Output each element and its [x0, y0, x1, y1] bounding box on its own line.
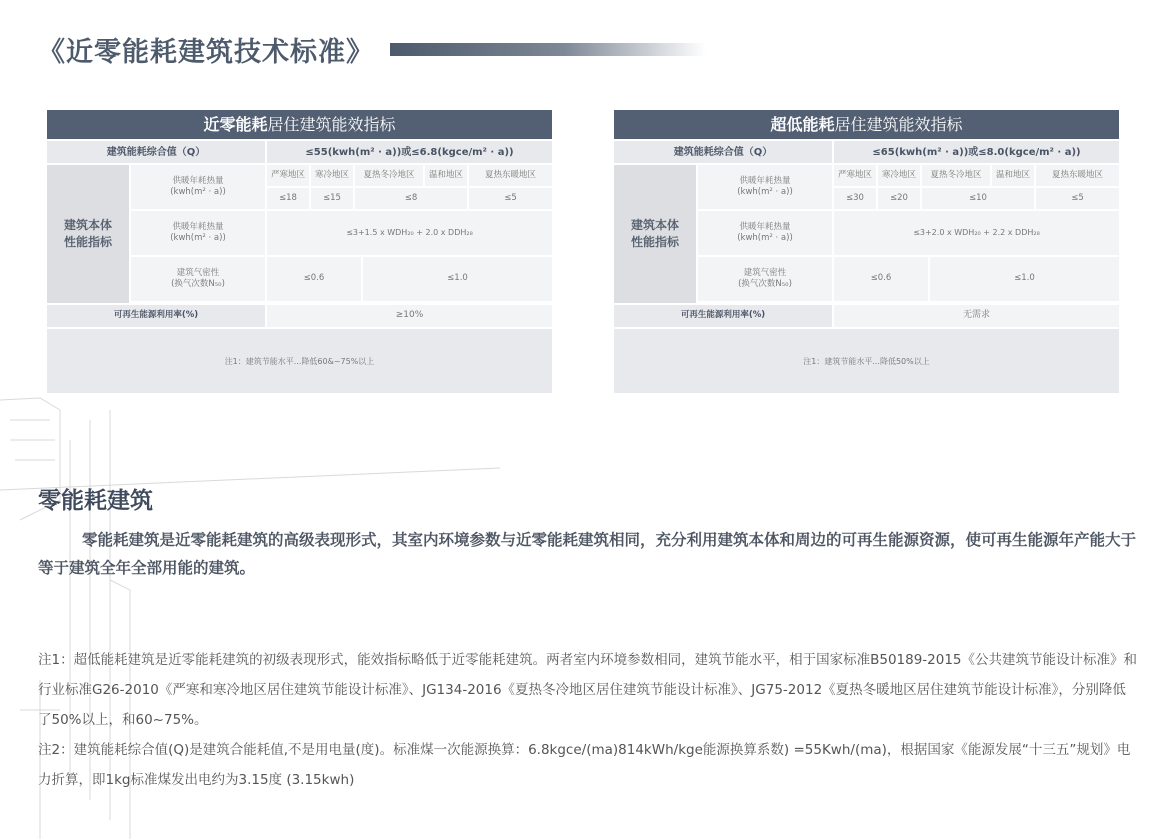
renewable-label: 可再生能源利用率(%): [614, 305, 832, 327]
ultra-low-energy-table: [614, 110, 1119, 393]
region-cell: 温和地区: [425, 165, 467, 186]
region-cell: 严寒地区: [267, 165, 309, 186]
heating-value: ≤10: [922, 188, 1034, 209]
heating-value: ≤30: [834, 188, 876, 209]
composite-value: ≤65(kwh(m² · a))或≤8.0(kgce/m² · a)): [834, 141, 1119, 163]
heating-value: ≤15: [311, 188, 353, 209]
table-title-rest: 居住建筑能效指标: [267, 115, 396, 134]
cooling-label-text: 供暖年耗热量 (kwh(m² · a)): [170, 221, 226, 243]
heating-label: [131, 165, 265, 209]
composite-label: 建筑能耗综合值（Q）: [47, 141, 265, 163]
footnotes: [38, 645, 1138, 795]
heating-value: ≤8: [355, 188, 467, 209]
table-title-rest: 居住建筑能效指标: [834, 115, 963, 134]
note-1: 注1：超低能耗建筑是近零能耗建筑的初级表现形式，能效指标略低于近零能耗建筑。两者室内环境参数相同，建筑节能水平，相于国家标准B50189-2015《公共建筑节能设计标准》和行业标准G26-2010《严寒和寒冷地区居住建筑节能设计标准》、JG134-2016《夏热冬冷地区居住建筑节能设计标准》、JG75-2012《夏热冬暖地区居住建筑节能设计标准》，分别降低了50%以上，和60~75%。: [38, 652, 1138, 728]
region-cell: 寒冷地区: [878, 165, 920, 186]
table-header: [614, 110, 1119, 139]
region-cell: 寒冷地区: [311, 165, 353, 186]
page-title: 《近零能耗建筑技术标准》: [38, 37, 374, 68]
table-title-bold: 近零能耗: [203, 115, 268, 134]
composite-label: 建筑能耗综合值（Q）: [614, 141, 832, 163]
near-zero-energy-table: [47, 110, 552, 393]
region-cell: 夏热冬冷地区: [355, 165, 423, 186]
heating-label-text: 供暖年耗热量 (kwh(m² · a)): [170, 175, 226, 197]
side-label: [614, 165, 696, 303]
heating-value: ≤5: [469, 188, 552, 209]
heating-value: ≤20: [878, 188, 920, 209]
table-note: 注1：建筑节能水平...降低60&~75%以上: [47, 329, 552, 393]
heating-value: ≤5: [1036, 188, 1119, 209]
airtight-label-text: 建筑气密性 (换气次数N₅₀): [738, 267, 792, 289]
airtight-label: [131, 257, 265, 301]
table-title-bold: 超低能耗: [770, 115, 835, 134]
airtight-value: ≤0.6: [267, 257, 361, 301]
airtight-label-text: 建筑气密性 (换气次数N₅₀): [171, 267, 225, 289]
region-cell: 温和地区: [992, 165, 1034, 186]
airtight-value: ≤1.0: [363, 257, 552, 301]
zero-energy-description: 零能耗建筑是近零能耗建筑的高级表现形式，其室内环境参数与近零能耗建筑相同，充分利用建筑本体和周边的可再生能源资源，使可再生能源年产能大于等于建筑全年全部用能的建筑。: [38, 531, 1137, 577]
note-2: 注2：建筑能耗综合值(Q)是建筑合能耗值,不是用电量(度)。标准煤一次能源换算：6.8kgce/(ma)814kWh/kge能源换算系数) =55Kwh/(ma)，根据国家《能源发展“十三五”规划》电力折算，即1kg标准煤发出电约为3.15度 (3.15kwh): [38, 742, 1131, 788]
region-cell: 夏热东暖地区: [469, 165, 552, 186]
cooling-label: [131, 211, 265, 255]
renewable-value: ≥10%: [267, 305, 552, 327]
airtight-value: ≤1.0: [930, 257, 1119, 301]
cooling-formula: ≤3+2.0 x WDH₂₀ + 2.2 x DDH₂₈: [834, 211, 1119, 255]
side-label-text: 建筑本体 性能指标: [63, 218, 112, 249]
airtight-label: [698, 257, 832, 301]
title-row: [38, 30, 706, 69]
heating-label-text: 供暖年耗热量 (kwh(m² · a)): [737, 175, 793, 197]
renewable-label: 可再生能源利用率(%): [47, 305, 265, 327]
heating-label: [698, 165, 832, 209]
composite-value: ≤55(kwh(m² · a))或≤6.8(kgce/m² · a)): [267, 141, 552, 163]
renewable-value: 无需求: [834, 305, 1119, 327]
region-cell: 夏热东暖地区: [1036, 165, 1119, 186]
side-label-text: 建筑本体 性能指标: [630, 218, 679, 249]
title-decoration-bar: [390, 43, 706, 56]
cooling-label-text: 供暖年耗热量 (kwh(m² · a)): [737, 221, 793, 243]
zero-energy-title: 零能耗建筑: [38, 488, 153, 514]
region-cell: 夏热冬冷地区: [922, 165, 990, 186]
table-note: 注1：建筑节能水平...降低50%以上: [614, 329, 1119, 393]
side-label: [47, 165, 129, 303]
heating-value: ≤18: [267, 188, 309, 209]
table-header: [47, 110, 552, 139]
airtight-value: ≤0.6: [834, 257, 928, 301]
cooling-formula: ≤3+1.5 x WDH₂₀ + 2.0 x DDH₂₈: [267, 211, 552, 255]
region-cell: 严寒地区: [834, 165, 876, 186]
cooling-label: [698, 211, 832, 255]
